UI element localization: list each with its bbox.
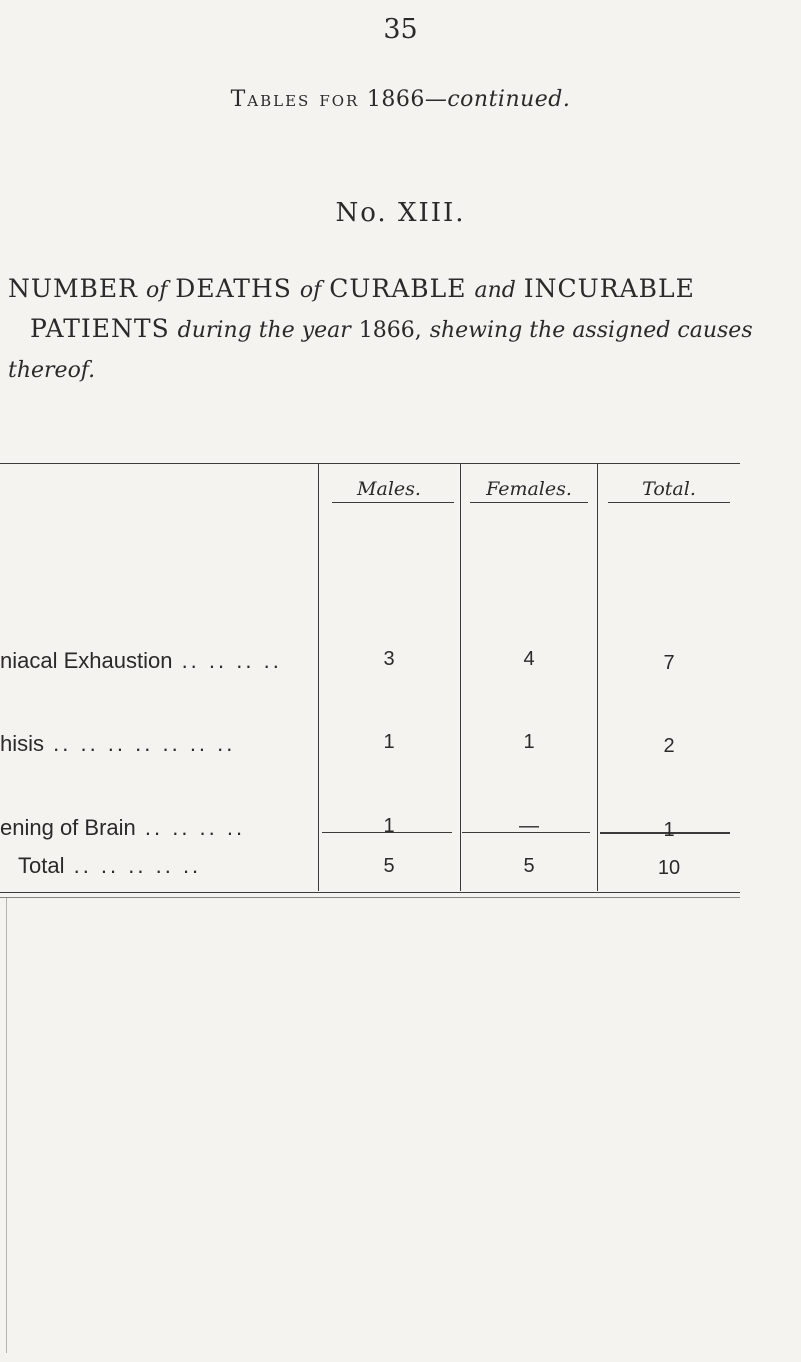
cause-text: hisis	[0, 731, 45, 756]
cell-females: 1	[523, 731, 535, 753]
page-edge-line	[6, 898, 7, 1353]
total-row-label	[0, 853, 318, 879]
title-line-1	[8, 270, 798, 310]
dot-leader: .. .. .. .. .. .. ..	[44, 731, 236, 756]
title-word: CURABLE	[329, 274, 467, 303]
header-underline-males	[332, 502, 454, 503]
title-line-2	[8, 310, 798, 350]
title-word: shewing the assigned causes	[429, 318, 753, 343]
table-bottom-rule-2	[0, 897, 740, 898]
title-line-3	[8, 350, 798, 390]
table-number: No. XIII.	[335, 198, 466, 228]
cell-males: 1	[383, 815, 395, 837]
column-header-males: Males.	[357, 478, 421, 500]
tables-heading	[0, 87, 801, 112]
cell-males: 3	[383, 648, 395, 670]
title-word: of	[145, 278, 168, 303]
header-underline-females	[470, 502, 588, 503]
cause-text: niacal Exhaustion	[0, 648, 173, 673]
tables-heading-year: 1866	[366, 87, 425, 112]
title-word: INCURABLE	[523, 274, 695, 303]
column-divider-females	[460, 463, 461, 891]
column-header-total: Total.	[642, 478, 696, 500]
dot-leader: .. .. .. .. ..	[64, 853, 202, 878]
title-word: PATIENTS	[30, 314, 170, 343]
title-word: NUMBER	[8, 274, 138, 303]
total-males: 5	[383, 855, 395, 877]
title-word: and	[474, 278, 516, 303]
column-divider-males	[318, 463, 319, 891]
dot-leader: .. .. .. ..	[135, 815, 246, 840]
title-word: of	[299, 278, 322, 303]
title-word: during the year	[177, 318, 351, 343]
dot-leader: .. .. .. ..	[172, 648, 282, 673]
tables-heading-prefix: Tables for	[230, 87, 360, 112]
page-number: 35	[383, 14, 418, 45]
total-total: 10	[657, 857, 681, 879]
table-title	[8, 270, 798, 390]
cause-text: ening of Brain	[0, 815, 136, 840]
cell-total: 2	[663, 735, 675, 757]
tables-heading-suffix: —continued.	[424, 87, 571, 112]
header-underline-total	[608, 502, 730, 503]
title-word: DEATHS	[175, 274, 292, 303]
cell-total: 7	[663, 652, 675, 674]
total-females: 5	[523, 855, 535, 877]
table-top-rule	[0, 463, 740, 464]
column-divider-total	[597, 463, 598, 891]
row-label	[0, 815, 318, 841]
column-header-females: Females.	[486, 478, 572, 500]
cell-total: 1	[663, 819, 675, 841]
cell-males: 1	[383, 731, 395, 753]
title-word: 1866,	[358, 318, 422, 343]
row-label	[0, 731, 318, 757]
total-text: Total	[18, 853, 65, 878]
title-word: thereof.	[8, 358, 96, 383]
cell-females: 4	[523, 648, 535, 670]
cell-females: —	[519, 815, 539, 837]
table-bottom-rule	[0, 892, 740, 893]
row-label	[0, 648, 318, 674]
